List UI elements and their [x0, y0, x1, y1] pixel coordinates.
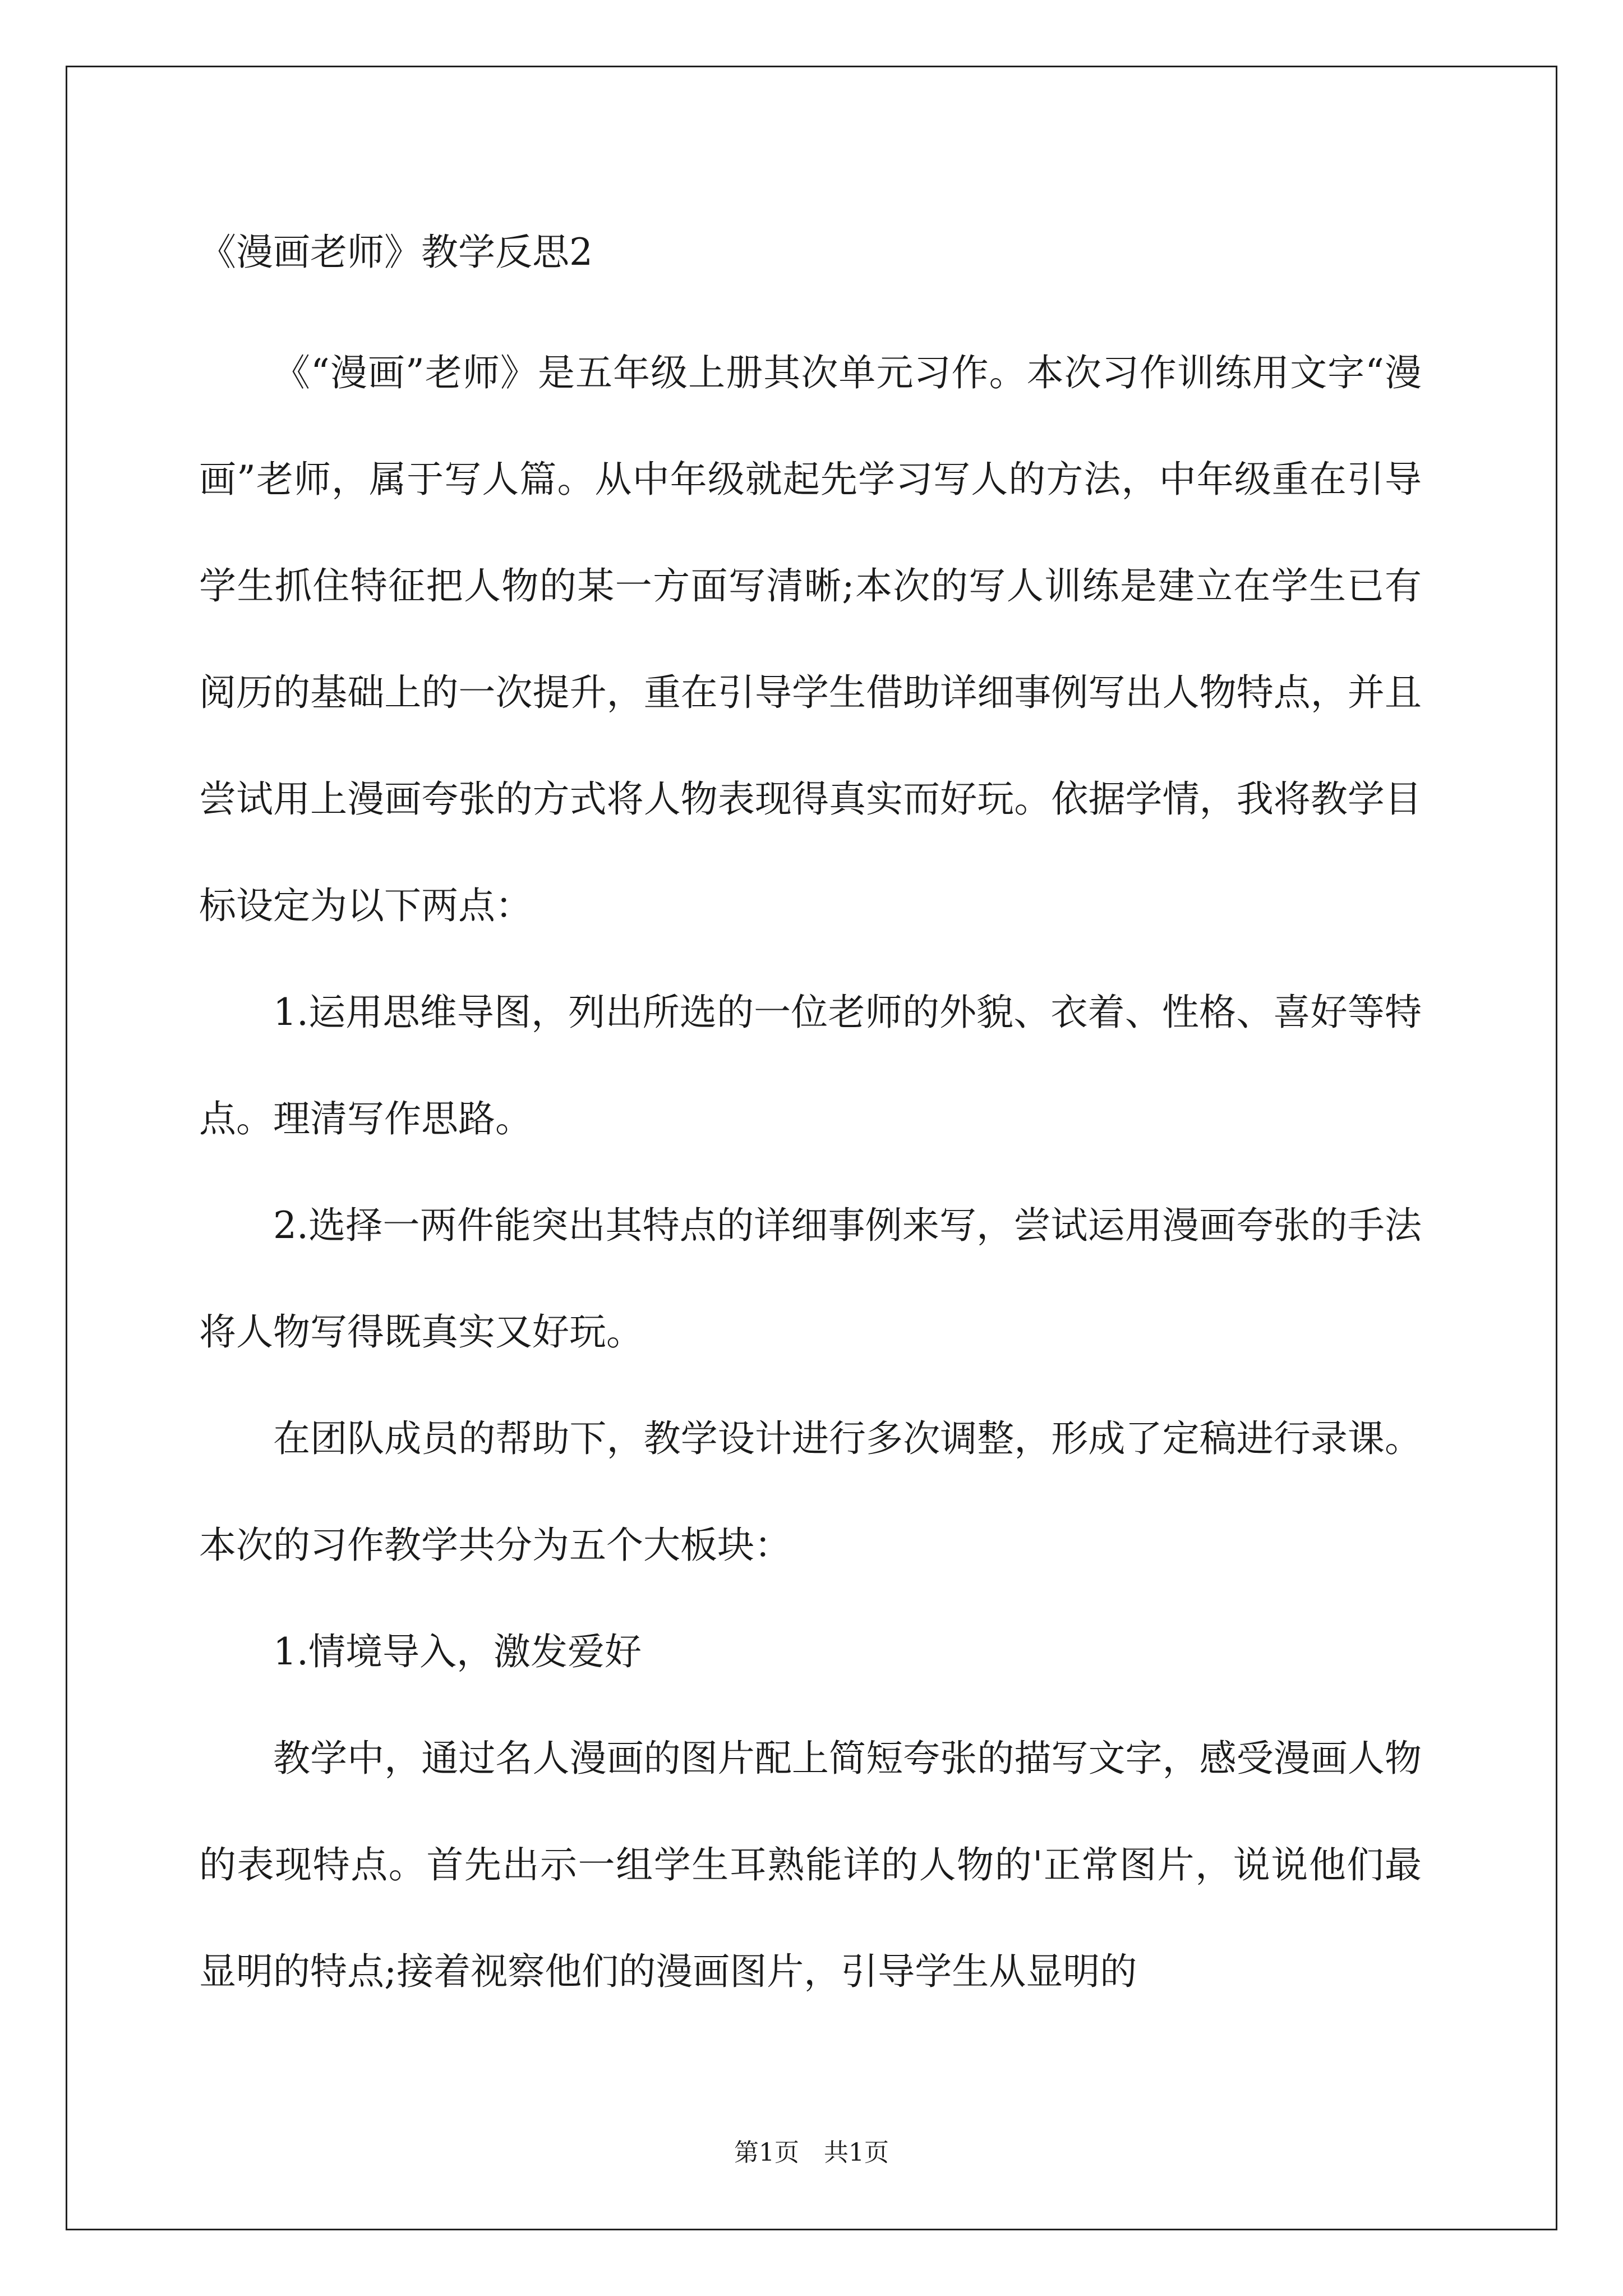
paragraph-section-1-heading: 1.情境导入，激发爱好 — [273, 1630, 642, 1673]
document-body — [199, 219, 1422, 2025]
paragraph-design: 在团队成员的帮助下，教学设计进行多次调整，形成了定稿进行录课。本次的习作教学共分为五个大板块： — [199, 1417, 1422, 1567]
paragraph-goal-2: 2.选择一两件能突出其特点的详细事例来写，尝试运用漫画夸张的手法将人物写得既真实又好玩。 — [199, 1204, 1422, 1354]
page-number: 第1页 共1页 — [734, 2138, 889, 2167]
paragraph-goal-1: 1.运用思维导图，列出所选的一位老师的外貌、衣着、性格、喜好等特点。理清写作思路。 — [199, 991, 1422, 1140]
paragraph-intro: 《“漫画”老师》是五年级上册其次单元习作。本次习作训练用文字“漫画”老师，属于写人篇。从中年级就起先学习写人的方法，中年级重在引导学生抓住特征把人物的某一方面写清晰;本次的写人训练是建立在学生已有阅历的基础上的一次提升，重在引导学生借助详细事例写出人物特点，并且尝试用上漫画夸张的方式将人物表现得真实而好玩。依据学情，我将教学目标设定为以下两点： — [199, 351, 1422, 927]
paragraph-section-1-body: 教学中，通过名人漫画的图片配上简短夸张的描写文字，感受漫画人物的表现特点。首先出示一组学生耳熟能详的人物的'正常图片，说说他们最显明的特点;接着视察他们的漫画图片，引导学生从显明的 — [199, 1737, 1422, 1993]
document-title: 《漫画老师》教学反思2 — [199, 231, 593, 274]
